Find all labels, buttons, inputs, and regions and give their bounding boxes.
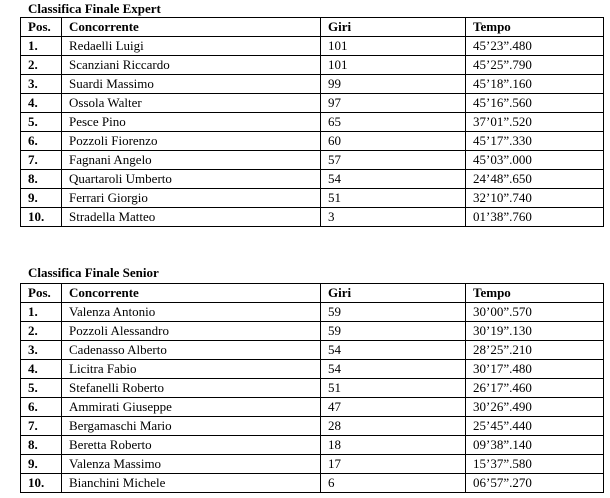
cell-pos: 8. xyxy=(21,170,62,189)
cell-concorrente: Stefanelli Roberto xyxy=(62,379,321,398)
cell-concorrente: Ammirati Giuseppe xyxy=(62,398,321,417)
cell-giri: 51 xyxy=(321,189,466,208)
cell-concorrente: Pesce Pino xyxy=(62,113,321,132)
cell-pos: 6. xyxy=(21,398,62,417)
cell-concorrente: Redaelli Luigi xyxy=(62,37,321,56)
cell-concorrente: Bianchini Michele xyxy=(62,474,321,493)
header-pos: Pos. xyxy=(21,284,62,303)
expert-table-body xyxy=(21,37,604,227)
cell-giri: 59 xyxy=(321,303,466,322)
table-row xyxy=(21,379,604,398)
cell-concorrente: Cadenasso Alberto xyxy=(62,341,321,360)
cell-concorrente: Pozzoli Fiorenzo xyxy=(62,132,321,151)
cell-tempo: 30’00”.570 xyxy=(466,303,604,322)
table-header-row xyxy=(21,284,604,303)
table-row xyxy=(21,132,604,151)
cell-concorrente: Valenza Antonio xyxy=(62,303,321,322)
cell-giri: 60 xyxy=(321,132,466,151)
cell-pos: 3. xyxy=(21,75,62,94)
senior-table-body xyxy=(21,303,604,493)
cell-tempo: 30’19”.130 xyxy=(466,322,604,341)
table-header-row xyxy=(21,18,604,37)
table-row xyxy=(21,151,604,170)
table-row xyxy=(21,322,604,341)
cell-giri: 57 xyxy=(321,151,466,170)
cell-concorrente: Ossola Walter xyxy=(62,94,321,113)
cell-giri: 28 xyxy=(321,417,466,436)
cell-giri: 17 xyxy=(321,455,466,474)
cell-tempo: 45’18”.160 xyxy=(466,75,604,94)
cell-tempo: 26’17”.460 xyxy=(466,379,604,398)
table-row xyxy=(21,37,604,56)
cell-tempo: 37’01”.520 xyxy=(466,113,604,132)
table-row xyxy=(21,113,604,132)
cell-tempo: 15’37”.580 xyxy=(466,455,604,474)
cell-tempo: 06’57”.270 xyxy=(466,474,604,493)
cell-tempo: 45’16”.560 xyxy=(466,94,604,113)
cell-giri: 54 xyxy=(321,170,466,189)
cell-pos: 9. xyxy=(21,189,62,208)
cell-tempo: 09’38”.140 xyxy=(466,436,604,455)
cell-concorrente: Beretta Roberto xyxy=(62,436,321,455)
cell-tempo: 28’25”.210 xyxy=(466,341,604,360)
cell-giri: 47 xyxy=(321,398,466,417)
cell-pos: 6. xyxy=(21,132,62,151)
table-row xyxy=(21,474,604,493)
cell-pos: 2. xyxy=(21,322,62,341)
cell-giri: 51 xyxy=(321,379,466,398)
table-row xyxy=(21,341,604,360)
table-row xyxy=(21,360,604,379)
cell-pos: 3. xyxy=(21,341,62,360)
cell-tempo: 45’23”.480 xyxy=(466,37,604,56)
cell-concorrente: Licitra Fabio xyxy=(62,360,321,379)
cell-tempo: 45’25”.790 xyxy=(466,56,604,75)
cell-pos: 4. xyxy=(21,94,62,113)
header-concorrente: Concorrente xyxy=(62,18,321,37)
cell-pos: 10. xyxy=(21,474,62,493)
cell-giri: 65 xyxy=(321,113,466,132)
cell-concorrente: Stradella Matteo xyxy=(62,208,321,227)
table-row xyxy=(21,398,604,417)
cell-pos: 10. xyxy=(21,208,62,227)
header-giri: Giri xyxy=(321,284,466,303)
cell-pos: 8. xyxy=(21,436,62,455)
cell-giri: 18 xyxy=(321,436,466,455)
cell-giri: 101 xyxy=(321,56,466,75)
table-row xyxy=(21,417,604,436)
cell-giri: 6 xyxy=(321,474,466,493)
cell-concorrente: Quartaroli Umberto xyxy=(62,170,321,189)
cell-tempo: 25’45”.440 xyxy=(466,417,604,436)
cell-pos: 1. xyxy=(21,303,62,322)
cell-tempo: 45’03”.000 xyxy=(466,151,604,170)
table-row xyxy=(21,303,604,322)
cell-giri: 54 xyxy=(321,360,466,379)
cell-tempo: 45’17”.330 xyxy=(466,132,604,151)
cell-giri: 54 xyxy=(321,341,466,360)
cell-pos: 1. xyxy=(21,37,62,56)
cell-giri: 101 xyxy=(321,37,466,56)
cell-tempo: 30’17”.480 xyxy=(466,360,604,379)
header-tempo: Tempo xyxy=(466,284,604,303)
senior-standings-table xyxy=(20,283,604,493)
expert-standings-table xyxy=(20,17,604,227)
cell-concorrente: Pozzoli Alessandro xyxy=(62,322,321,341)
table-row xyxy=(21,75,604,94)
header-giri: Giri xyxy=(321,18,466,37)
cell-concorrente: Scanziani Riccardo xyxy=(62,56,321,75)
cell-tempo: 01’38”.760 xyxy=(466,208,604,227)
cell-giri: 99 xyxy=(321,75,466,94)
cell-giri: 97 xyxy=(321,94,466,113)
cell-tempo: 24’48”.650 xyxy=(466,170,604,189)
cell-pos: 4. xyxy=(21,360,62,379)
cell-pos: 5. xyxy=(21,379,62,398)
table-row xyxy=(21,189,604,208)
table-row xyxy=(21,208,604,227)
cell-concorrente: Ferrari Giorgio xyxy=(62,189,321,208)
cell-pos: 7. xyxy=(21,417,62,436)
table-row xyxy=(21,56,604,75)
header-tempo: Tempo xyxy=(466,18,604,37)
table-row xyxy=(21,170,604,189)
header-pos: Pos. xyxy=(21,18,62,37)
table-row xyxy=(21,436,604,455)
cell-concorrente: Fagnani Angelo xyxy=(62,151,321,170)
cell-giri: 59 xyxy=(321,322,466,341)
expert-title: Classifica Finale Expert xyxy=(28,1,161,16)
table-row xyxy=(21,455,604,474)
cell-pos: 9. xyxy=(21,455,62,474)
cell-giri: 3 xyxy=(321,208,466,227)
cell-pos: 7. xyxy=(21,151,62,170)
cell-pos: 2. xyxy=(21,56,62,75)
cell-concorrente: Bergamaschi Mario xyxy=(62,417,321,436)
senior-title: Classifica Finale Senior xyxy=(28,265,159,280)
cell-pos: 5. xyxy=(21,113,62,132)
cell-concorrente: Valenza Massimo xyxy=(62,455,321,474)
table-row xyxy=(21,94,604,113)
cell-tempo: 30’26”.490 xyxy=(466,398,604,417)
header-concorrente: Concorrente xyxy=(62,284,321,303)
cell-tempo: 32’10”.740 xyxy=(466,189,604,208)
cell-concorrente: Suardi Massimo xyxy=(62,75,321,94)
